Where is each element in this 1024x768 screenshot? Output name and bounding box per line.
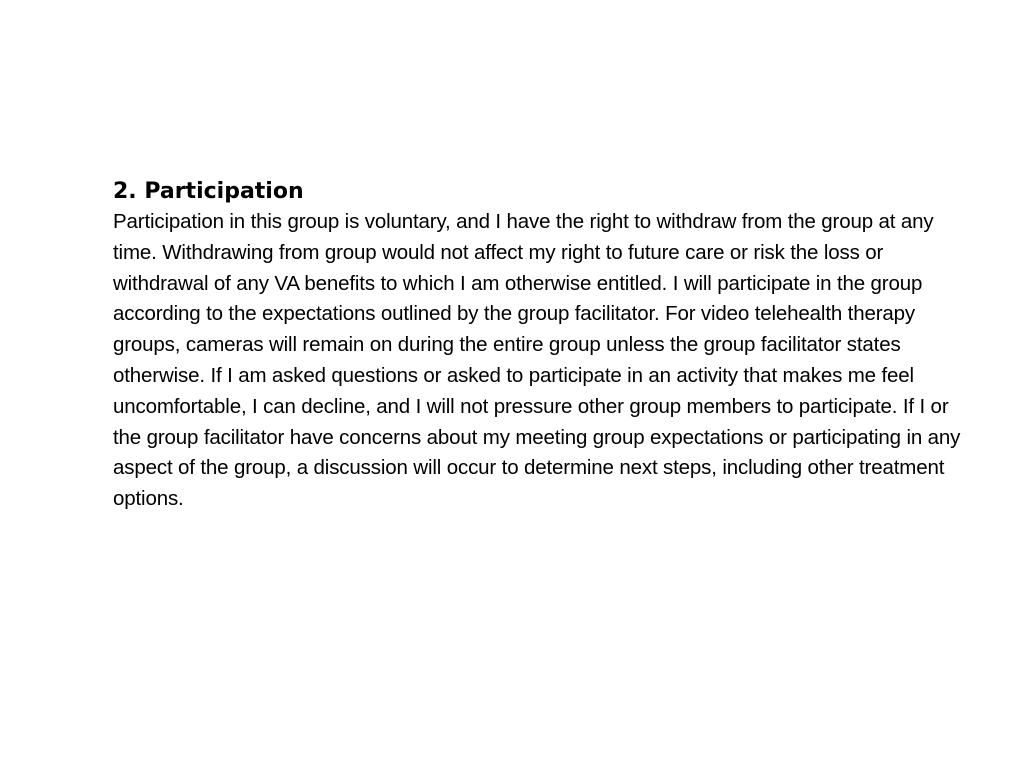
section-body-text: Participation in this group is voluntary, and I have the right to withdraw from the group at any time. Withdrawing from group would not affect my right to future care or risk the loss or withdrawal of any VA benefits to which I am otherwise entitled. I will participate in the group according to the expectations outlined by the group facilitator. For video telehealth therapy groups, cameras will remain on during the entire group unless the group facilitator states otherwise. If I am asked questions or asked to participate in an activity that makes me feel uncomfortable, I can decline, and I will not pressure other group members to participate. If I or the group facilitator have concerns about my meeting group expectations or participating in any aspect of the group, a discussion will occur to determine next steps, including other treatment options. xyxy=(113,210,961,511)
participation-section xyxy=(113,176,963,515)
section-heading: 2. Participation xyxy=(113,179,304,204)
